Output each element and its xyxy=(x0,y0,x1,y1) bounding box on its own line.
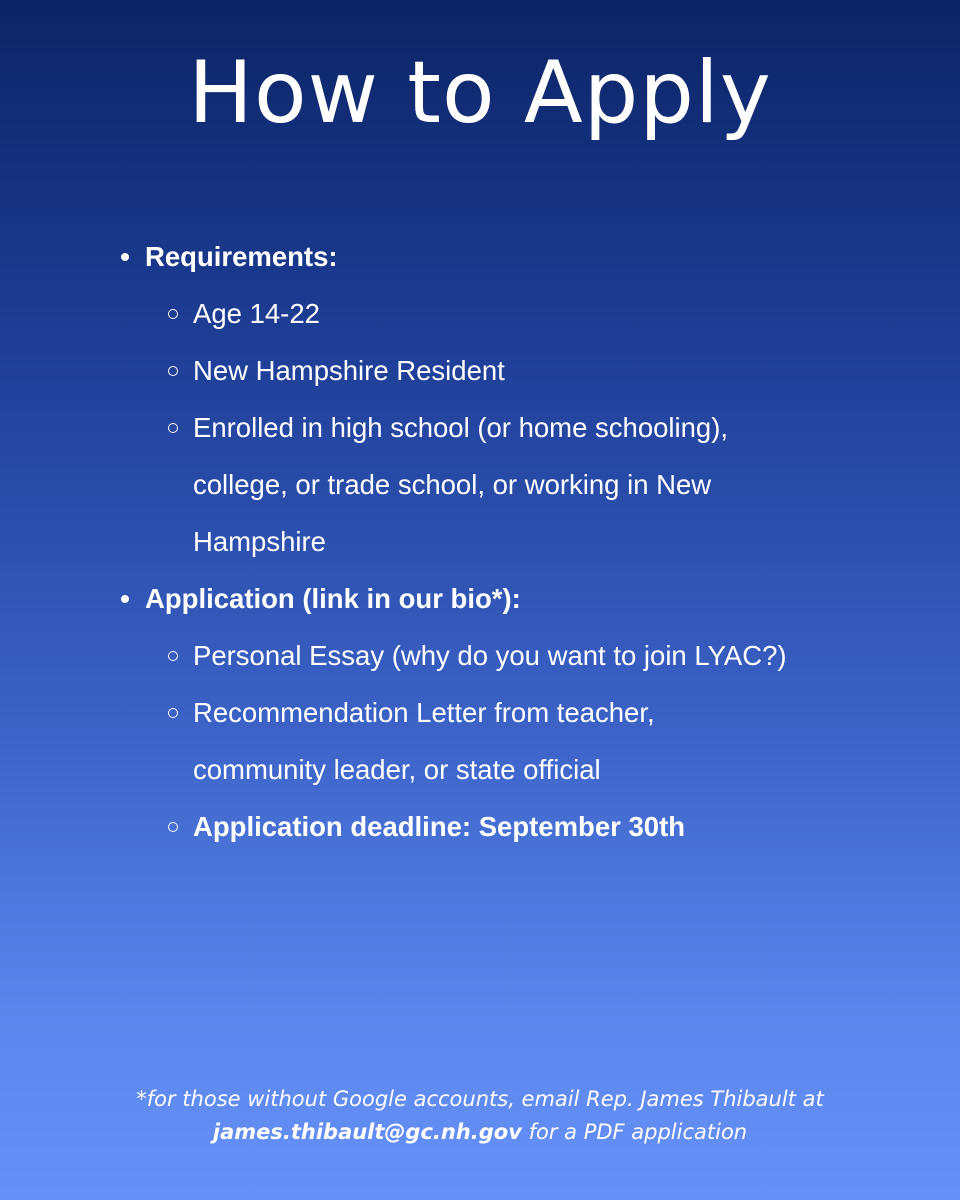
application-letter-line-1: Recommendation Letter from teacher, xyxy=(193,697,655,728)
application-item-essay xyxy=(112,627,912,684)
application-letter-line-2: community leader, or state official xyxy=(193,754,601,785)
application-item-letter xyxy=(112,684,912,741)
application-heading: Application (link in our bio*): xyxy=(145,583,521,614)
bullet-circle-icon xyxy=(168,309,178,319)
bullet-circle-icon xyxy=(168,423,178,433)
bullet-circle-icon xyxy=(168,651,178,661)
page-title: How to Apply xyxy=(188,43,772,143)
bullet-disc-icon xyxy=(121,253,129,261)
bullet-circle-icon xyxy=(168,708,178,718)
requirement-item-enrollment xyxy=(112,399,912,456)
footnote-line-2-rest: for a PDF application xyxy=(521,1120,748,1144)
requirement-residency-text: New Hampshire Resident xyxy=(193,355,505,386)
contact-email: james.thibault@gc.nh.gov xyxy=(212,1120,522,1144)
requirement-enrollment-line-2: college, or trade school, or working in New xyxy=(193,469,712,500)
requirement-item-age xyxy=(112,285,912,342)
requirement-enrollment-line-1: Enrolled in high school (or home schooling), xyxy=(193,412,729,443)
footnote-line-2 xyxy=(0,1116,960,1149)
bullet-circle-icon xyxy=(168,822,178,832)
application-essay-text: Personal Essay (why do you want to join LYAC?) xyxy=(193,640,787,671)
footnote-line-1: *for those without Google accounts, email Rep. James Thibault at xyxy=(136,1087,824,1111)
footnote xyxy=(0,1083,960,1149)
requirement-item-residency xyxy=(112,342,912,399)
application-info xyxy=(112,228,912,855)
application-letter-continued xyxy=(112,741,912,798)
application-heading-item xyxy=(112,570,912,627)
requirement-enrollment-line-3: Hampshire xyxy=(193,526,326,557)
application-deadline-text: Application deadline: September 30th xyxy=(193,811,686,842)
bullet-circle-icon xyxy=(168,366,178,376)
bullet-disc-icon xyxy=(121,595,129,603)
requirement-age-text: Age 14-22 xyxy=(193,298,320,329)
requirement-enrollment-continued xyxy=(112,456,912,513)
application-item-deadline xyxy=(112,798,912,855)
requirement-enrollment-continued xyxy=(112,513,912,570)
requirements-heading: Requirements: xyxy=(145,241,338,272)
requirements-heading-item xyxy=(112,228,912,285)
